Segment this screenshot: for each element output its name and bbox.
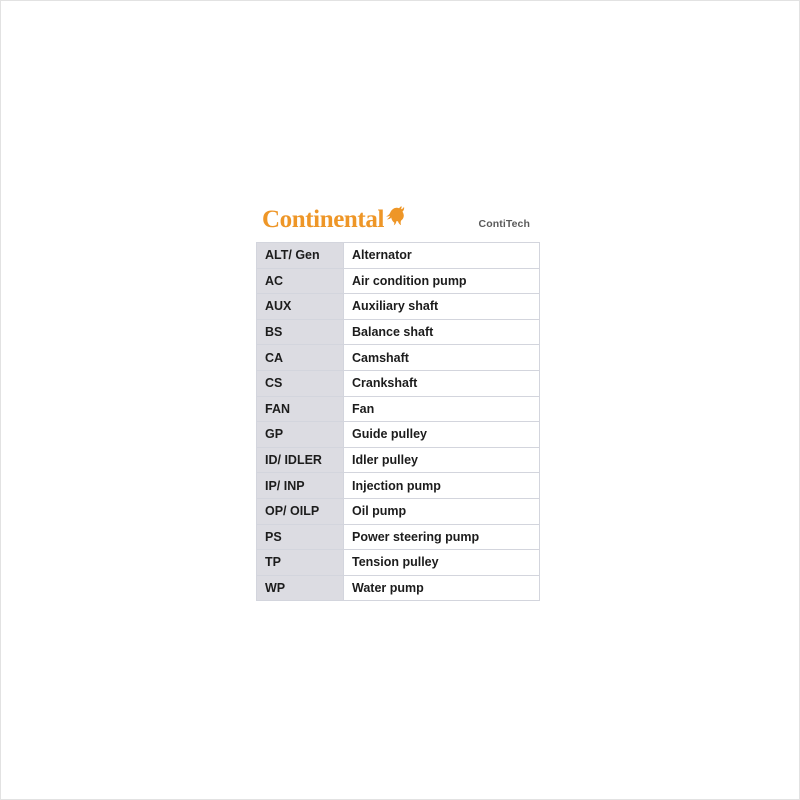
- desc-cell: Guide pulley: [344, 422, 540, 448]
- abbr-cell: ID/ IDLER: [257, 447, 344, 473]
- abbr-cell: FAN: [257, 396, 344, 422]
- desc-cell: Fan: [344, 396, 540, 422]
- table-row: [257, 319, 540, 345]
- brand-wordmark: Continental: [262, 205, 385, 233]
- table-row: [257, 524, 540, 550]
- abbr-cell: AC: [257, 268, 344, 294]
- abbr-cell: OP/ OILP: [257, 498, 344, 524]
- desc-cell: Tension pulley: [344, 550, 540, 576]
- prancing-horse-icon: [386, 205, 405, 227]
- desc-cell: Alternator: [344, 243, 540, 269]
- table-row: [257, 473, 540, 499]
- abbr-cell: GP: [257, 422, 344, 448]
- abbr-cell: ALT/ Gen: [257, 243, 344, 269]
- desc-cell: Idler pulley: [344, 447, 540, 473]
- table-row: [257, 294, 540, 320]
- table-row: [257, 396, 540, 422]
- table-row: [257, 370, 540, 396]
- desc-cell: Crankshaft: [344, 370, 540, 396]
- abbreviation-legend-card: [256, 196, 540, 601]
- table-row: [257, 345, 540, 371]
- desc-cell: Water pump: [344, 575, 540, 601]
- abbr-cell: CS: [257, 370, 344, 396]
- sub-brand-label: ContiTech: [478, 218, 530, 230]
- table-row: [257, 422, 540, 448]
- abbr-cell: PS: [257, 524, 344, 550]
- abbr-cell: TP: [257, 550, 344, 576]
- table-row: [257, 447, 540, 473]
- abbr-cell: IP/ INP: [257, 473, 344, 499]
- abbr-cell: CA: [257, 345, 344, 371]
- desc-cell: Oil pump: [344, 498, 540, 524]
- desc-cell: Power steering pump: [344, 524, 540, 550]
- abbr-cell: BS: [257, 319, 344, 345]
- abbr-cell: WP: [257, 575, 344, 601]
- table-row: [257, 498, 540, 524]
- abbreviation-table-body: [257, 243, 540, 601]
- table-row: [257, 575, 540, 601]
- table-row: [257, 550, 540, 576]
- desc-cell: Camshaft: [344, 345, 540, 371]
- abbr-cell: AUX: [257, 294, 344, 320]
- table-row: [257, 268, 540, 294]
- desc-cell: Air condition pump: [344, 268, 540, 294]
- brand-logo: [262, 207, 405, 232]
- desc-cell: Injection pump: [344, 473, 540, 499]
- brand-header: [256, 196, 540, 242]
- desc-cell: Auxiliary shaft: [344, 294, 540, 320]
- desc-cell: Balance shaft: [344, 319, 540, 345]
- abbreviation-table: [256, 242, 540, 601]
- table-row: [257, 243, 540, 269]
